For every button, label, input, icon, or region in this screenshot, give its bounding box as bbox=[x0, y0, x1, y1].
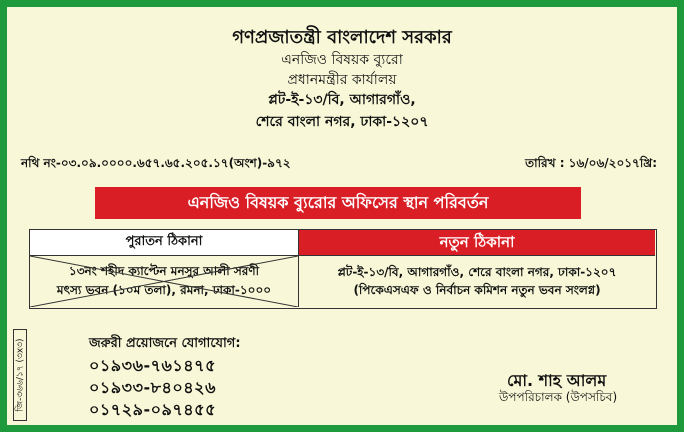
old-address-line-2: মৎস্য ভবন (১০ম তলা), রমনা, ঢাকা-১০০০ bbox=[56, 283, 272, 297]
side-print-code bbox=[13, 329, 27, 421]
file-number: নথি নং-০৩.০৯.০০০০.৬৫৭.৬৫.২০৫.১৭(অংশ)-৯৭২ bbox=[21, 156, 291, 170]
notice-date: তারিখ : ১৬/০৬/২০১৭খ্রি: bbox=[525, 156, 657, 170]
bureau-name: এনজিও বিষয়ক ব্যুরো bbox=[281, 52, 403, 68]
new-address-cell bbox=[299, 256, 655, 307]
new-address-line-2: (পিকেএসএফ ও নির্বাচন কমিশন নতুন ভবন সংলগ্ন) bbox=[353, 283, 601, 297]
contact-label: জরুরী প্রয়োজনে যোগাযোগ: bbox=[89, 336, 241, 351]
signer-title: উপপরিচালক (উপসচিব) bbox=[499, 390, 618, 404]
government-title: গণপ্রজাতন্ত্রী বাংলাদেশ সরকার bbox=[232, 27, 452, 48]
relocation-banner: এনজিও বিষয়ক ব্যুরোর অফিসের স্থান পরিবর্তন bbox=[95, 187, 581, 219]
new-address-header: নতুন ঠিকানা bbox=[299, 230, 655, 256]
print-code-text: জি-৩৬৬/১৭ (৩x৩) bbox=[15, 338, 26, 412]
address-table bbox=[29, 229, 657, 309]
old-address-cell bbox=[30, 256, 299, 307]
old-address-header: পুরাতন ঠিকানা bbox=[30, 230, 299, 256]
address-city: শেরে বাংলা নগর, ঢাকা-১২০৭ bbox=[255, 114, 429, 130]
phone-number: ০১৯৩৩-৮৪০৪২৬ bbox=[89, 378, 216, 397]
address-plot: প্লট-ই-১৩/বি, আগারগাঁও, bbox=[268, 92, 416, 108]
phone-number: ০১৯৩৬-৭৬১৪৭৫ bbox=[89, 356, 216, 375]
new-address-line-1: প্লট-ই-১৩/বি, আগারগাঁও, শেরে বাংলা নগর, ঢাকা-১২০৭ bbox=[337, 265, 617, 279]
signer-name: মো. শাহ আলম bbox=[507, 371, 607, 390]
notice-content bbox=[7, 7, 677, 425]
strike-cross-icon bbox=[30, 256, 298, 307]
old-address-line-1: ১৩নং শহীদ ক্যাপ্টেন মনসুর আলী সরণী bbox=[68, 264, 260, 278]
phone-number: ০১৭২৯-০৯৭৪৫৫ bbox=[89, 400, 216, 419]
office-name: প্রধানমন্ত্রীর কার্যালয় bbox=[287, 72, 397, 88]
